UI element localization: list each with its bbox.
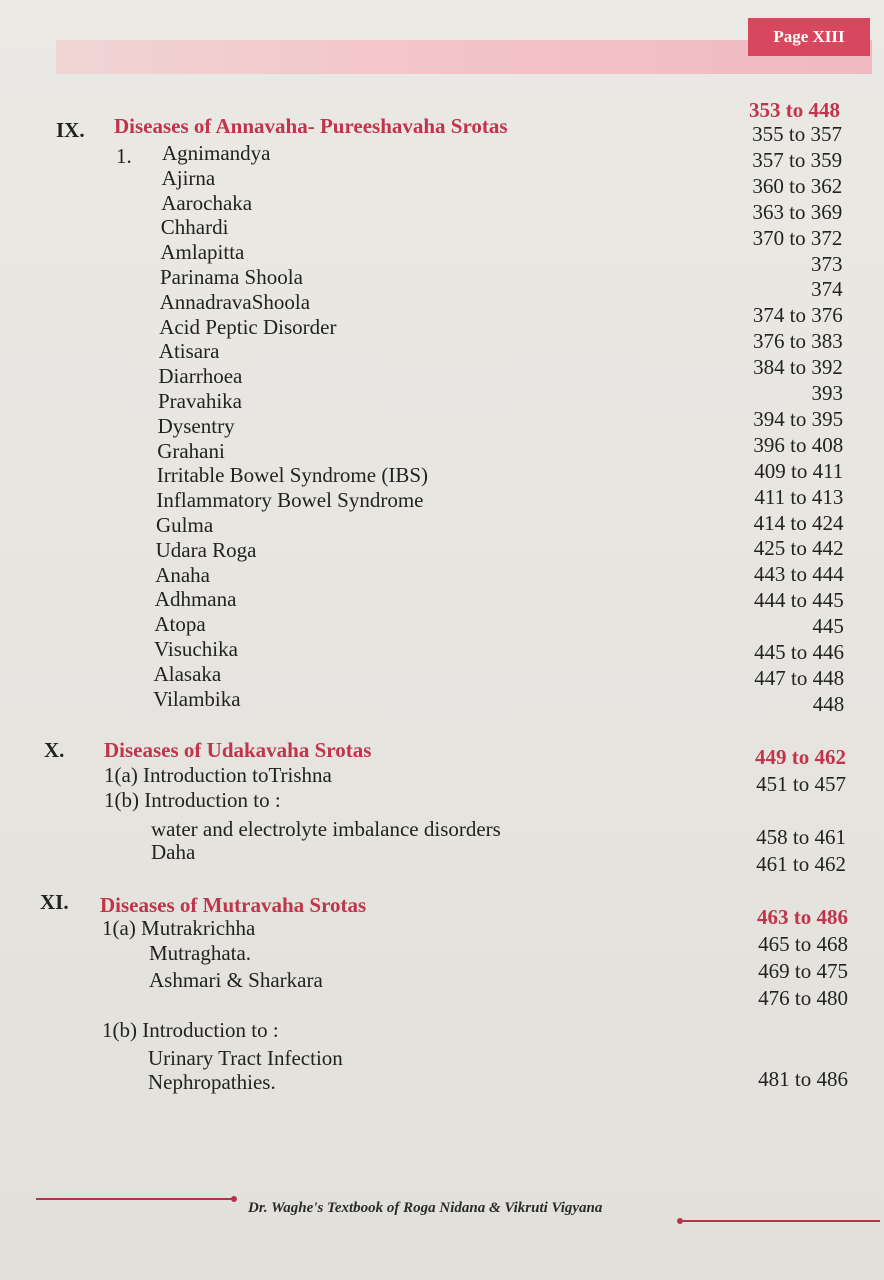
section-pages: 463 to 486 [757, 905, 848, 929]
list-item: Agnimandya [162, 141, 271, 165]
list-item: Udara Roga [155, 537, 257, 562]
list-item-pages: 476 to 480 [758, 986, 848, 1010]
list-item-pages: 373 [811, 251, 843, 276]
list-item-pages: 363 to 369 [752, 199, 843, 224]
list-item: Anaha [155, 562, 210, 587]
footer-rule-left [36, 1198, 232, 1200]
list-item: Daha [151, 840, 196, 864]
list-item-pages: 445 [812, 614, 844, 639]
list-item: 1(b) Introduction to : [104, 788, 281, 812]
footer-title: Dr. Waghe's Textbook of Roga Nidana & Vikruti Vigyana [248, 1200, 603, 1216]
list-item-pages: 465 to 468 [758, 932, 848, 956]
list-item: Aarochaka [161, 190, 253, 215]
section-title: Diseases of Udakavaha Srotas [104, 738, 372, 762]
list-item-pages: 448 [812, 691, 845, 716]
list-item-pages: 409 to 411 [754, 458, 844, 483]
list-item-pages: 393 [811, 381, 843, 405]
list-item: Grahani [157, 438, 225, 463]
list-item-pages: 481 to 486 [758, 1067, 848, 1091]
section-title: Diseases of Annavaha- Pureeshavaha Srotas [114, 114, 508, 138]
list-item-pages: 374 to 376 [752, 303, 843, 328]
item-number: 1. [116, 144, 132, 168]
list-item: Amlapitta [160, 240, 245, 265]
list-item: 1(b) Introduction to : [102, 1018, 279, 1042]
list-item: Ashmari & Sharkara [149, 968, 323, 992]
list-item: Vilambika [153, 686, 241, 711]
list-item: Atopa [154, 612, 206, 637]
list-item-pages: 360 to 362 [752, 173, 843, 198]
list-item: Mutraghata. [149, 941, 252, 965]
section-title: Diseases of Mutravaha Srotas [100, 893, 367, 917]
list-item-pages: 447 to 448 [754, 665, 845, 690]
list-item: Inflammatory Bowel Syndrome [156, 488, 424, 513]
list-item-pages: 458 to 461 [756, 825, 846, 849]
list-item-pages: 451 to 457 [756, 772, 846, 796]
list-item: 1(a) Introduction toTrishna [104, 763, 332, 787]
list-item-pages: 357 to 359 [752, 147, 843, 172]
footer-dot-left [231, 1196, 237, 1202]
list-item-pages: 411 to 413 [754, 484, 844, 509]
list-item-pages: 414 to 424 [753, 510, 844, 535]
list-item: Acid Peptic Disorder [159, 314, 337, 339]
section-number: X. [44, 738, 65, 762]
list-item: Irritable Bowel Syndrome (IBS) [156, 463, 428, 488]
footer-rule-right [682, 1220, 880, 1222]
section-number: XI. [40, 890, 69, 914]
list-item-pages: 394 to 395 [753, 406, 844, 431]
section-pages: 449 to 462 [755, 745, 846, 769]
list-item: Dysentry [157, 413, 235, 438]
list-item: Urinary Tract Infection [148, 1046, 343, 1070]
section-pages: 353 to 448 [749, 98, 840, 122]
list-item-pages: 444 to 445 [753, 588, 844, 613]
list-item: Nephropathies. [148, 1070, 276, 1094]
list-item: Chhardi [160, 215, 229, 240]
list-item: Adhmana [154, 587, 237, 612]
list-item-pages: 443 to 444 [753, 562, 844, 587]
list-item-pages: 396 to 408 [753, 432, 844, 457]
list-item-pages: 374 [811, 277, 843, 302]
list-item: Diarrhoea [158, 364, 243, 389]
list-item: AnnadravaShoola [159, 289, 311, 314]
list-item: Atisara [158, 339, 220, 364]
page-number-tab: Page XIII [748, 18, 870, 56]
list-item-pages: 461 to 462 [756, 852, 846, 876]
list-item-pages: 376 to 383 [752, 329, 843, 354]
list-item: Alasaka [153, 661, 222, 686]
list-item: Visuchika [154, 637, 238, 661]
list-item: Gulma [156, 513, 214, 537]
list-item: water and electrolyte imbalance disorders [151, 817, 501, 841]
list-item-pages: 469 to 475 [758, 959, 848, 983]
list-item: Pravahika [158, 389, 242, 413]
list-item-pages: 355 to 357 [752, 122, 842, 146]
list-item: 1(a) Mutrakrichha [102, 916, 256, 940]
list-item-pages: 370 to 372 [752, 225, 843, 250]
section-number: IX. [56, 118, 85, 142]
list-item: Parinama Shoola [160, 265, 303, 289]
list-item-pages: 425 to 442 [753, 536, 844, 561]
list-item: Ajirna [161, 165, 216, 190]
list-item-pages: 445 to 446 [754, 640, 844, 664]
list-item-pages: 384 to 392 [753, 355, 843, 380]
